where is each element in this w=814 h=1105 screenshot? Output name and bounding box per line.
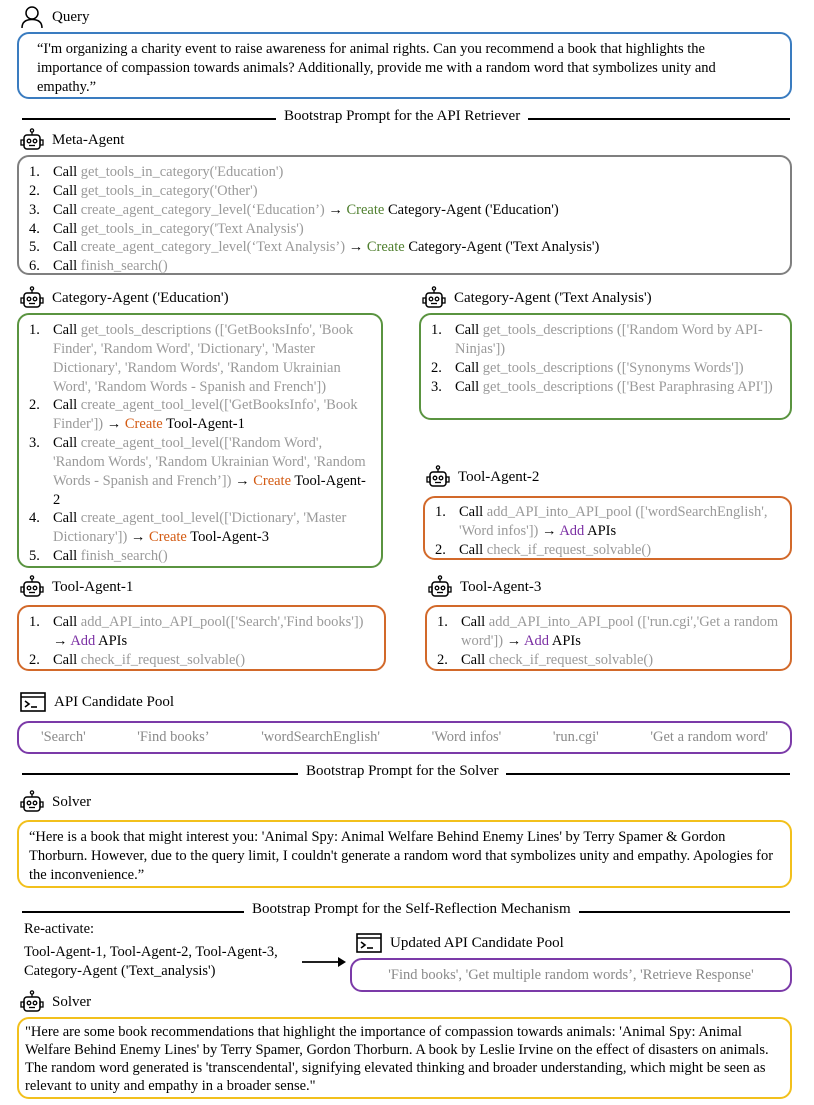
ta1-step-2: 2. Call check_if_request_solvable() [29,651,246,668]
edu-step-5: 5. Call finish_search() [29,548,168,565]
api-pool-item: 'Search' [41,729,86,746]
cat-education-box [17,313,383,568]
tool-agent-1-header [20,575,133,599]
ta3-step-2: 2. Call check_if_request_solvable() [437,651,654,668]
tool-agent-2-label: Tool-Agent-2 [458,468,540,485]
query-label: Query [52,8,90,25]
text-step-3: 3. Call get_tools_descriptions (['Best Paraphrasing API']) [431,378,773,395]
tool-agent-3-label: Tool-Agent-3 [460,578,542,595]
solver-1-box [17,820,792,888]
edu-step-2: 2. Call create_agent_tool_level(['GetBooksInfo', 'Book Finder']) → Create Tool-Agent-1 [29,397,358,433]
cat-text-steps [431,321,780,396]
ta2-step-2: 2. Call check_if_request_solvable() [435,541,652,558]
user-icon [20,5,44,29]
meta-step-4: 4. Call get_tools_in_category('Text Analysis') [29,220,304,237]
robot-icon [20,128,44,152]
tool-agent-2-box [423,496,792,560]
cat-education-steps [29,321,371,566]
query-header [20,5,90,29]
reactivate-block [24,920,278,981]
cat-text-header [422,286,652,310]
tool-agent-1-steps [29,613,374,670]
meta-step-3: 3. Call create_agent_category_level(‘Education’) → Create Category-Agent ('Education') [29,201,559,218]
meta-agent-steps [29,163,780,276]
ta3-step-1: 1. Call add_API_into_API_pool (['run.cgi','Get a random word']) → Add APIs [437,614,779,649]
meta-agent-box [17,155,792,275]
arrow-right-icon [302,955,346,969]
solver-2-box [17,1017,792,1099]
api-pool-item: 'Word infos' [431,729,502,746]
text-step-1: 1. Call get_tools_descriptions (['Random Word by API-Ninjas']) [431,322,763,357]
query-text: “I'm organizing a charity event to raise awareness for animal rights. Can you recommend a book that highlights the importance of compassion towards animals? Additionally, provide me with a random word that symbolizes unity and empathy.” [37,41,716,95]
tool-agent-3-box [425,605,792,671]
reactivate-line-2: Category-Agent ('Text_analysis') [24,962,216,979]
api-pool-label: API Candidate Pool [54,693,174,710]
ta2-step-1: 1. Call add_API_into_API_pool (['wordSearchEnglish', 'Word infos']) → Add APIs [435,504,768,539]
robot-icon [20,286,44,310]
api-pool-item: 'Find books’ [137,729,210,746]
cat-education-label: Category-Agent ('Education') [52,289,229,306]
robot-icon [20,790,44,814]
updated-pool-label: Updated API Candidate Pool [390,934,564,951]
meta-step-5: 5. Call create_agent_category_level(‘Text Analysis’) → Create Category-Agent ('Text Analysis') [29,239,600,256]
tool-agent-2-steps [435,503,780,560]
terminal-icon [356,933,382,953]
terminal-icon [20,692,46,712]
solver-1-label: Solver [52,793,92,810]
robot-icon [426,465,450,489]
solver-2-text: "Here are some book recommendations that highlight the importance of compassion towards animals: 'Animal Spy: Animal Welfare Behind Enemy Lines' by Terry Spamer, Gordon Thorburn. A book by Leslie Irvine on the effect of disasters on animals. The random word generated is 'transcendental', signifying elevated thinking and broader understanding, which might be seen as relevant to unity and empathy in a broader sense." [25,1024,769,1095]
tool-agent-1-box [17,605,386,671]
tool-agent-2-header [426,465,539,489]
robot-icon [428,575,452,599]
tool-agent-3-header [428,575,541,599]
api-pool-item: 'run.cgi' [552,729,599,746]
edu-step-1: 1. Call get_tools_descriptions (['GetBooksInfo', 'Book Finder', 'Random Word', 'Dictionary', 'Master Dictionary', 'Random Words', 'Random Ukrainian Word', 'Random Words - Spanish and French']) [29,322,354,395]
cat-text-box [419,313,792,420]
reflection-section-title: Bootstrap Prompt for the Self-Reflection Mechanism [244,901,579,918]
tool-agent-1-label: Tool-Agent-1 [52,578,134,595]
reactivate-label: Re-activate: [24,921,95,937]
api-pool-box [17,721,792,754]
edu-step-3: 3. Call create_agent_tool_level(['Random Word', 'Random Words', 'Random Ukrainian Word', 'Random Words - Spanish and French’]) → Create Tool-Agent-2 [29,435,366,508]
robot-icon [20,990,44,1014]
query-box [17,32,792,99]
meta-agent-label: Meta-Agent [52,131,125,148]
solver-1-header [20,790,91,814]
robot-icon [20,575,44,599]
solver-section-title: Bootstrap Prompt for the Solver [298,763,506,780]
meta-agent-header [20,128,124,152]
meta-step-2: 2. Call get_tools_in_category('Other') [29,182,258,199]
solver-1-text: “Here is a book that might interest you: 'Animal Spy: Animal Welfare Behind Enemy Lines' by Terry Spamer & Gordon Thorburn. However, due to the query limit, I couldn't generate a random word that symbolizes unity and empathy. Apologies for the inconvenience.” [29,829,774,883]
solver-2-header [20,990,91,1014]
retriever-section-title: Bootstrap Prompt for the API Retriever [276,108,528,125]
ta1-step-1: 1. Call add_API_into_API_pool(['Search','Find books']) → Add APIs [29,614,364,649]
solver-2-label: Solver [52,993,92,1010]
api-pool-item: 'wordSearchEnglish' [261,729,380,746]
meta-step-6: 6. Call finish_search() [29,258,168,275]
api-pool-header [20,692,174,712]
text-step-2: 2. Call get_tools_descriptions (['Synonyms Words']) [431,359,744,376]
updated-pool-text: 'Find books', 'Get multiple random words’, 'Retrieve Response' [388,966,754,983]
cat-text-label: Category-Agent ('Text Analysis') [454,289,652,306]
edu-step-4: 4. Call create_agent_tool_level(['Dictionary', 'Master Dictionary']) → Create Tool-Agent-3 [29,510,347,546]
tool-agent-3-steps [437,613,780,670]
api-pool-item: 'Get a random word' [650,729,768,746]
updated-pool-header [356,933,564,953]
cat-education-header [20,286,229,310]
reactivate-line-1: Tool-Agent-1, Tool-Agent-2, Tool-Agent-3, [24,943,278,960]
updated-pool-box [350,958,792,992]
meta-step-1: 1. Call get_tools_in_category('Education') [29,164,284,180]
robot-icon [422,286,446,310]
